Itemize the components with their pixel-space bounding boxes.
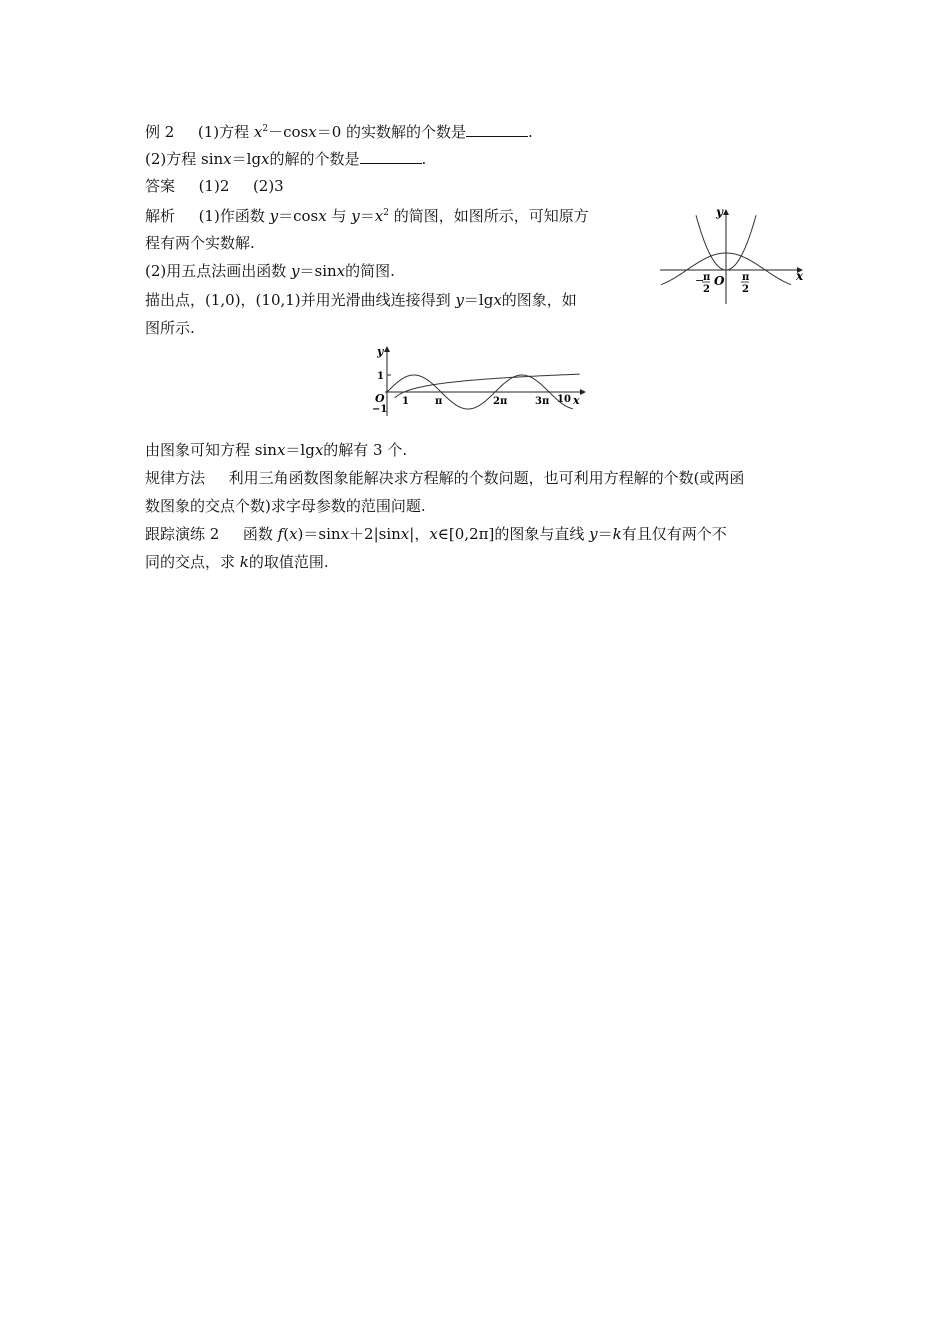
neg-sign: − [695,274,705,287]
practice-line-2: 同的交点，求 k的取值范围. [145,553,329,571]
analysis-line-3: (2)用五点法画出函数 y＝sinx的简图. [145,262,395,280]
origin-label: O [714,274,725,288]
example-question-1: 例 2 (1)方程 $x^2-\cos x=0$ 的实数解的个数是 . [145,123,533,141]
analysis-label: 解析 [145,207,176,225]
x-axis-label: x [573,394,580,407]
practice-label: 跟踪演练 2 [145,525,220,543]
graph-cos-and-square [656,200,816,310]
half-pi-den: 2 [742,284,749,295]
practice-line-1: 跟踪演练 2 函数 f(x)＝sinx＋2|sinx|，x∈[0,2π]的图象与直线 y＝k有且仅有两个不 [145,525,727,543]
half-pi-num: π [742,272,750,283]
analysis-line-2: 程有两个实数解. [145,234,255,252]
origin-label: O [375,392,385,405]
x-tick-2pi: 2π [493,396,508,407]
example-question-2: (2)方程 sinx＝lgx的解的个数是 . [145,150,427,168]
x-tick-3pi: 3π [535,396,550,407]
tick-neg-one-label: −1 [372,404,388,415]
x-tick-pi: π [435,396,443,407]
example-label: 例 2 [145,123,175,141]
x-tick-10: 10 [557,394,571,405]
neg-half-pi-den: 2 [703,284,710,295]
method-label: 规律方法 [145,469,206,487]
answer-label: 答案 [145,177,176,195]
x-axis-label: x [796,269,804,283]
answer-blank [466,123,528,137]
answer-blank [360,150,422,164]
method-line-2: 数图象的交点个数)求字母参数的范围问题. [145,497,426,515]
analysis-line-1: 解析 (1)作函数 y＝cosx 与 $y=x^2$ 的简图，如图所示，可知原方 [145,207,589,225]
analysis-line-4: 描出点，(1,0)，(10,1)并用光滑曲线连接得到 y＝lgx的图象，如 [145,291,577,309]
x-tick-1: 1 [402,396,409,407]
answer-line: 答案 (1)2 (2)3 [145,177,284,195]
graph-sin-and-lg [365,344,605,429]
tick-one-label: 1 [377,371,384,382]
y-axis-label: y [377,345,384,358]
conclusion-line: 由图象可知方程 sinx＝lgx的解有 3 个. [145,441,408,459]
method-line-1: 规律方法 利用三角函数图象能解决求方程解的个数问题，也可利用方程解的个数(或两函 [145,469,745,487]
analysis-line-5: 图所示. [145,319,195,337]
y-axis-label: y [716,205,723,219]
neg-half-pi-num: π [703,272,711,283]
